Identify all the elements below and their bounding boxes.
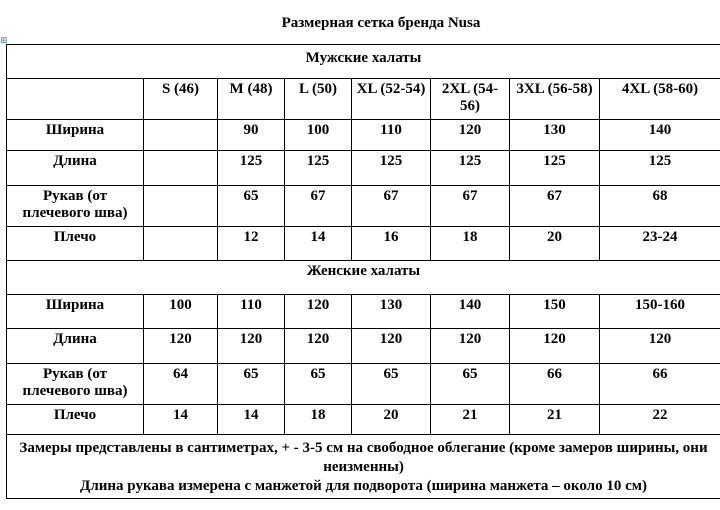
- men-section-header-row: [7, 45, 720, 79]
- table-cell: 67: [352, 186, 431, 227]
- table-cell: 120: [285, 329, 352, 364]
- size-header: S (46): [144, 79, 218, 120]
- table-cell: 125: [352, 151, 431, 186]
- size-header: XL (52-54): [352, 79, 431, 120]
- row-label: Ширина: [7, 120, 144, 151]
- table-cell: 120: [510, 329, 600, 364]
- table-cell: 66: [600, 364, 720, 405]
- table-cell: [144, 151, 218, 186]
- table-cell: 130: [352, 295, 431, 329]
- row-label: Рукав (от плечевого шва): [7, 364, 144, 405]
- table-cell: 120: [144, 329, 218, 364]
- size-header-corner: [7, 79, 144, 120]
- size-header: L (50): [285, 79, 352, 120]
- table-cell: 110: [352, 120, 431, 151]
- size-header: M (48): [218, 79, 285, 120]
- men-section-header: Мужские халаты: [7, 45, 720, 79]
- table-cell: 130: [510, 120, 600, 151]
- table-cell: 22: [600, 405, 720, 435]
- row-label: Плечо: [7, 405, 144, 435]
- sleeve-note: Длина рукава измерена с манжетой для подворота (ширина манжета – около 10 см): [80, 478, 647, 494]
- table-cell: 65: [218, 364, 285, 405]
- table-cell: 21: [431, 405, 510, 435]
- table-cell: 140: [431, 295, 510, 329]
- table-cell: 68: [600, 186, 720, 227]
- table-cell: 65: [431, 364, 510, 405]
- table-cell: 20: [510, 227, 600, 261]
- table-cell: 125: [600, 151, 720, 186]
- table-row: [7, 151, 720, 186]
- measurement-note: Замеры представлены в сантиметрах, + - 3-5 см на свободное облегание (кроме замеров ширины, они неизменны): [19, 440, 708, 475]
- size-header-row: [7, 79, 720, 120]
- size-header: 4XL (58-60): [600, 79, 720, 120]
- table-cell: 120: [218, 329, 285, 364]
- table-cell: 67: [431, 186, 510, 227]
- table-row: [7, 186, 720, 227]
- women-section-header: Женские халаты: [7, 261, 720, 295]
- table-cell: 125: [218, 151, 285, 186]
- table-cell: 120: [431, 120, 510, 151]
- notes-cell: [7, 435, 720, 499]
- table-cell: 110: [218, 295, 285, 329]
- table-cell: 64: [144, 364, 218, 405]
- notes-row: [7, 435, 720, 499]
- table-cell: 140: [600, 120, 720, 151]
- table-cell: 67: [510, 186, 600, 227]
- row-label: Плечо: [7, 227, 144, 261]
- table-cell: 150: [510, 295, 600, 329]
- table-cell: 120: [431, 329, 510, 364]
- table-cell: 66: [510, 364, 600, 405]
- table-cell: 120: [352, 329, 431, 364]
- table-row: [7, 329, 720, 364]
- table-row: [7, 120, 720, 151]
- table-row: [7, 405, 720, 435]
- table-cell: 150-160: [600, 295, 720, 329]
- women-section-header-row: [7, 261, 720, 295]
- row-label: Длина: [7, 151, 144, 186]
- table-cell: 67: [285, 186, 352, 227]
- table-cell: 120: [600, 329, 720, 364]
- table-cell: 14: [285, 227, 352, 261]
- table-cell: 21: [510, 405, 600, 435]
- table-cell: 65: [285, 364, 352, 405]
- table-cell: 65: [218, 186, 285, 227]
- table-cell: 125: [285, 151, 352, 186]
- table-cell: 65: [352, 364, 431, 405]
- table-cell: 12: [218, 227, 285, 261]
- table-row: [7, 295, 720, 329]
- table-cell: 18: [285, 405, 352, 435]
- table-row: [7, 227, 720, 261]
- table-cell: 23-24: [600, 227, 720, 261]
- table-cell: 14: [144, 405, 218, 435]
- table-row: [7, 364, 720, 405]
- table-cell: 120: [285, 295, 352, 329]
- table-cell: 18: [431, 227, 510, 261]
- size-header: 2XL (54-56): [431, 79, 510, 120]
- table-cell: [144, 227, 218, 261]
- table-cell: [144, 120, 218, 151]
- table-cell: 16: [352, 227, 431, 261]
- table-cell: [144, 186, 218, 227]
- size-chart-table: [6, 44, 720, 499]
- table-anchor-icon: ⊞: [0, 35, 8, 45]
- table-cell: 90: [218, 120, 285, 151]
- row-label: Рукав (от плечевого шва): [7, 186, 144, 227]
- table-cell: 125: [510, 151, 600, 186]
- table-cell: 20: [352, 405, 431, 435]
- table-cell: 14: [218, 405, 285, 435]
- row-label: Длина: [7, 329, 144, 364]
- page-title: Размерная сетка бренда Nusa: [281, 15, 481, 31]
- size-header: 3XL (56-58): [510, 79, 600, 120]
- row-label: Ширина: [7, 295, 144, 329]
- table-cell: 100: [144, 295, 218, 329]
- table-cell: 100: [285, 120, 352, 151]
- table-cell: 125: [431, 151, 510, 186]
